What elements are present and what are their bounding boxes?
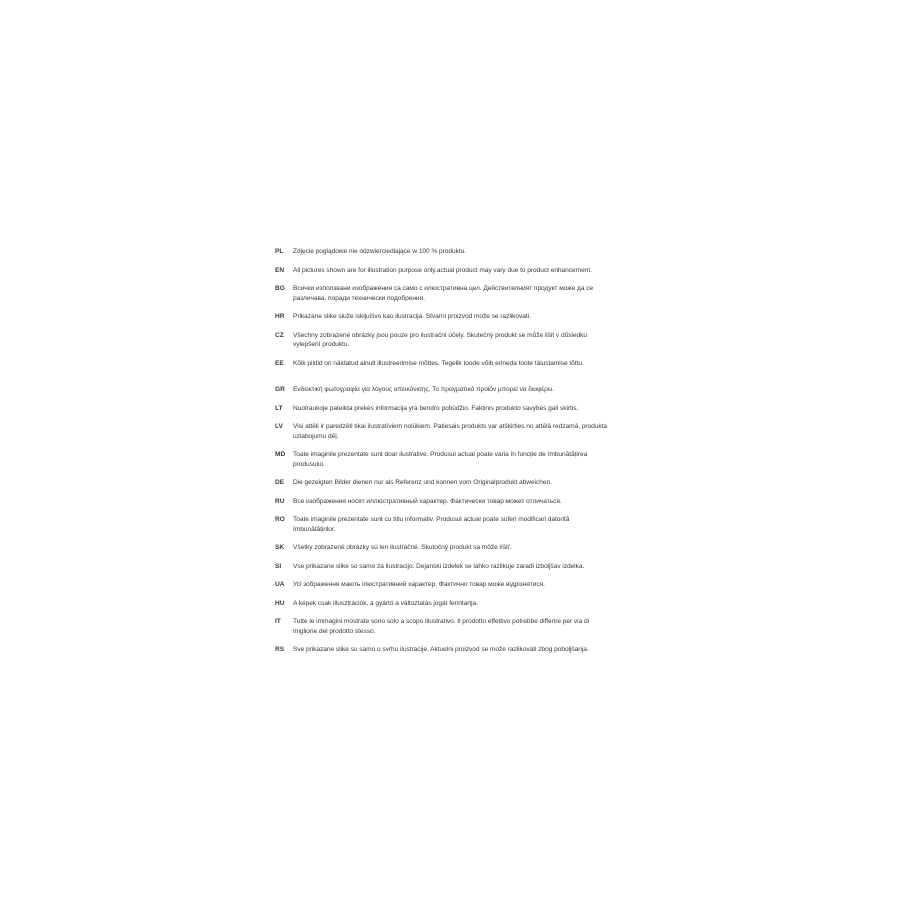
disclaimer-text: Kõik pildid on näidatud ainult illustreerimise mõttes. Tegelik toode võib erineda toote täiustamise tõttu. (293, 359, 584, 367)
language-code: LV (275, 423, 283, 430)
language-code: RO (275, 516, 285, 523)
language-code: UA (275, 581, 285, 588)
disclaimer-row (275, 385, 609, 395)
language-code: EN (275, 266, 285, 274)
disclaimer-row (275, 404, 609, 414)
disclaimer-row (275, 543, 609, 553)
disclaimer-text: Vse prikazane slike so samo za ilustracijo. Dejanski izdelek se lahko razlikuje zaradi izboljšav izdelka. (293, 562, 585, 570)
disclaimer-row (275, 478, 609, 488)
language-code: RS (275, 646, 285, 653)
disclaimer-row (275, 359, 609, 369)
language-code: IT (275, 618, 281, 625)
language-code: BG (275, 285, 285, 292)
disclaimer-text: Все изображения носят иллюстративный характер. Фактически товар может отличаться. (293, 497, 562, 505)
disclaimer-text: Усі зображення мають ілюстративний характер. Фактично товар може відрізнятися. (293, 581, 545, 588)
disclaimer-row (275, 617, 609, 636)
language-code: SI (275, 562, 282, 570)
disclaimer-text: Toate imaginile prezentate sunt doar ilustrative. Produsul actual poate varia în funcție de îmbunătățirea produsului. (293, 451, 588, 468)
disclaimer-text: Prikazane slike služe isključivo kao ilustracija. Stvarni proizvod može se razlikovati. (293, 313, 531, 320)
language-code: EE (275, 359, 284, 367)
disclaimer-row (275, 599, 609, 609)
disclaimer-row (275, 331, 609, 350)
disclaimer-text: Tutte le immagini mostrate sono solo a scopo illustrativo. Il prodotto effettivo potrebbe differire per via di migliorie del prodotto stesso. (293, 618, 590, 635)
language-code: CZ (275, 331, 284, 339)
disclaimer-text: Die gezeigten Bilder dienen nur als Referenz und konnen vom Originalprodukt abweichen. (293, 479, 552, 486)
disclaimer-row (275, 422, 609, 441)
disclaimer-row (275, 645, 609, 655)
disclaimer-text: Visi attēli ir paredzēti tikai ilustratīviem nolūkiem. Patiesais produkts var atšķirties no attēlā redzamā, produkta uzlabojumu dēļ. (293, 423, 608, 440)
disclaimer-text: Toate imaginile prezentate sunt cu titlu informativ. Produsul actual poate suferi modificari datorită îmbunătățirilor. (293, 516, 570, 533)
disclaimer-list (275, 247, 609, 664)
disclaimer-row (275, 284, 609, 303)
disclaimer-text: Zdjęcie poglądowe nie odzwierciedlające w 100 % produktu. (293, 248, 467, 255)
disclaimer-text: Ενδεικτική φωτογραφία για λόγους απεικόνισης. Το πραγματικό προϊόν μπορεί να διαφέρει. (293, 386, 554, 393)
disclaimer-row (275, 450, 609, 469)
disclaimer-text: Всички използвани изображения са само с илюстративна цел. Действителният продукт може да се различава, поради технически подобрения. (293, 285, 594, 302)
disclaimer-text: A képek csak illusztrációk, a gyártó a változtatás jogát fenntartja. (293, 599, 478, 607)
disclaimer-text: Nuotraukoje pateikta prekės informacija yra bendro pobūdžio. Faktinis produkto savybės gali skirtis. (293, 404, 579, 412)
disclaimer-row (275, 515, 609, 534)
disclaimer-text: All pictures shown are for illustration purpose only.actual product may vary due to product enhancement. (293, 266, 592, 274)
disclaimer-row (275, 266, 609, 276)
disclaimer-text: Všetky zobrazené obrázky sú len ilustračné. Skutočný produkt sa môže líšiť. (293, 544, 512, 551)
language-code: MD (275, 451, 286, 458)
language-code: LT (275, 404, 283, 412)
language-code: DE (275, 479, 285, 486)
disclaimer-row (275, 312, 609, 322)
language-code: PL (275, 248, 284, 255)
disclaimer-row (275, 497, 609, 507)
language-code: GR (275, 386, 285, 393)
disclaimer-text: Sve prikazane slike su samo u svrhu ilustracije. Aktuelni proizvod se može razlikovati zbog poboljšanja. (293, 646, 589, 653)
disclaimer-row (275, 562, 609, 572)
language-code: HR (275, 313, 285, 320)
disclaimer-text: Všechny zobrazené obrázky jsou pouze pro ilustrační účely. Skutečný produkt se může lišit v důsledku vylepšení produktu. (293, 331, 587, 348)
language-code: RU (275, 497, 285, 505)
disclaimer-row (275, 247, 609, 257)
language-code: HU (275, 599, 285, 607)
language-code: SK (275, 544, 285, 551)
disclaimer-row (275, 580, 609, 590)
